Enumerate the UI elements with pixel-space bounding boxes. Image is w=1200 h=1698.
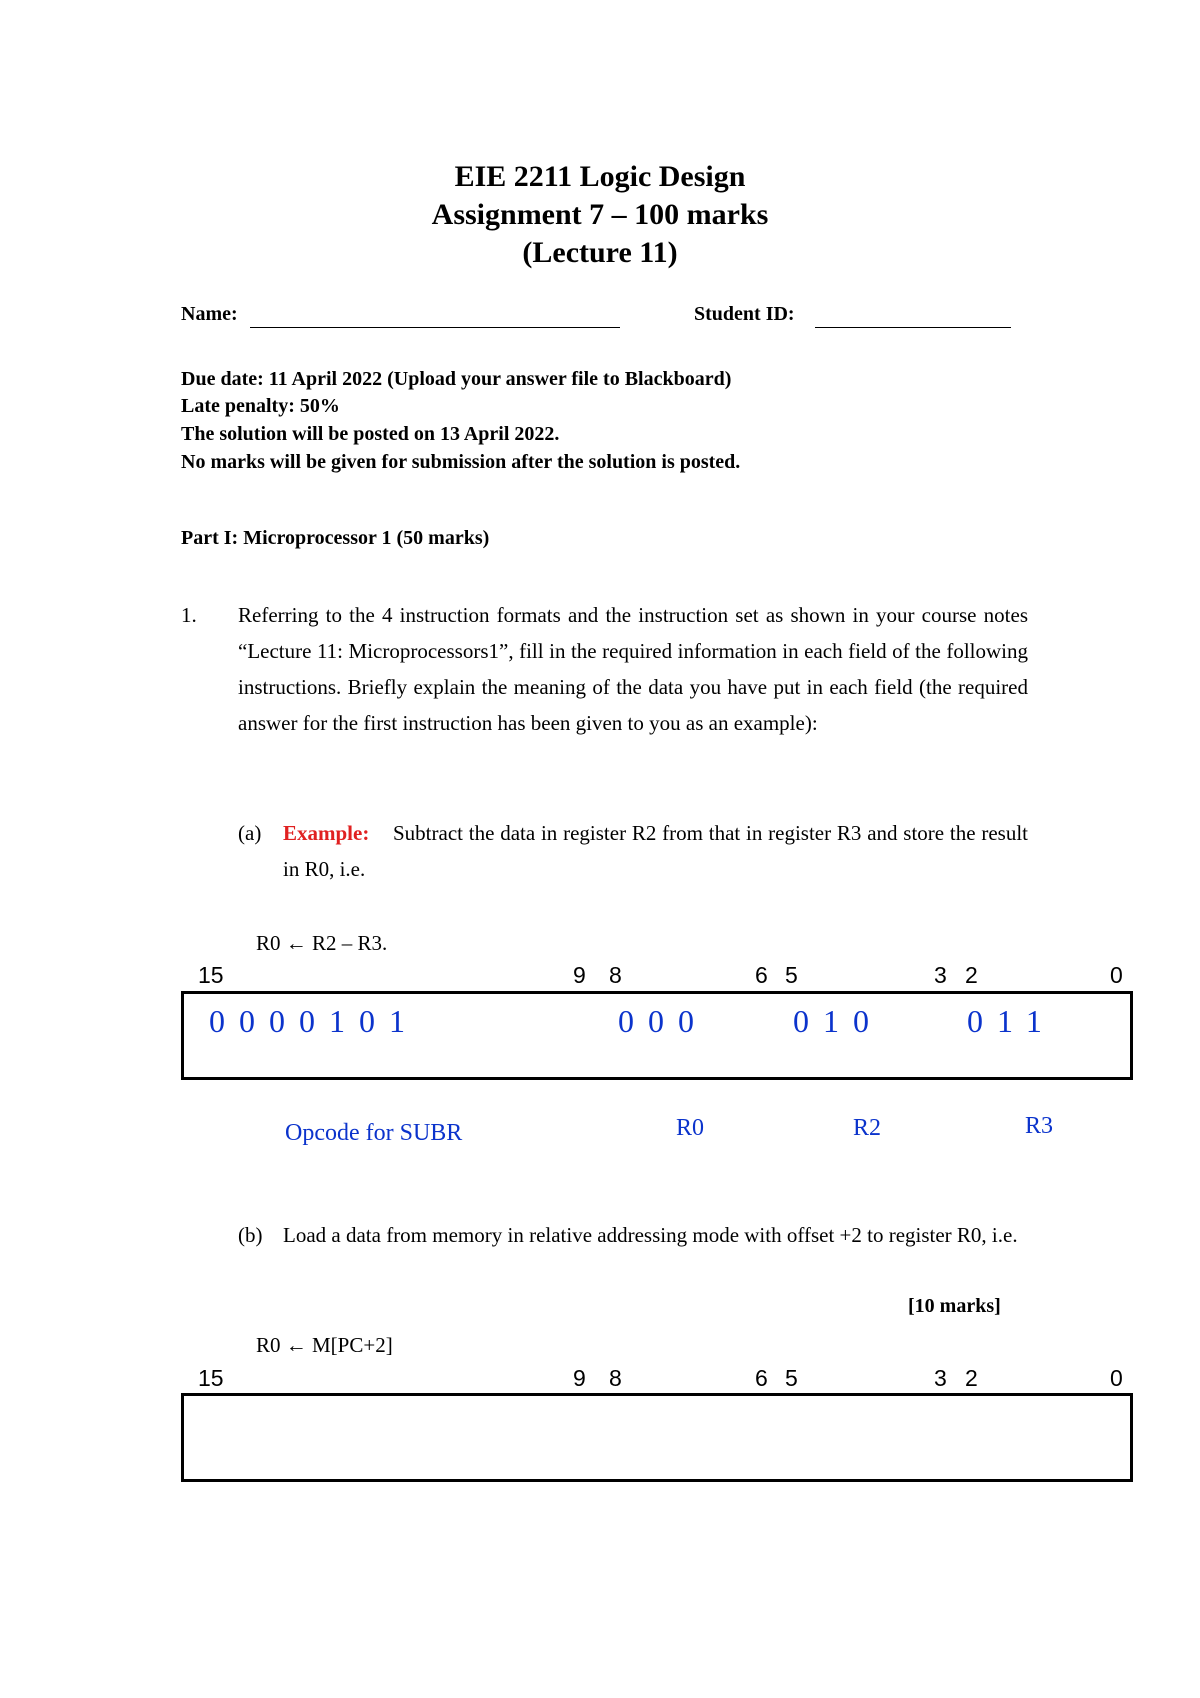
qa-bit-0: 0: [1110, 962, 1123, 988]
qb-label: (b): [238, 1223, 263, 1247]
lecture-title: (Lecture 11): [522, 236, 678, 269]
qb-bit-3: 3: [934, 1365, 947, 1391]
qb-bit-6: 6: [755, 1365, 768, 1391]
qb-equation: R0 ← M[PC+2]: [256, 1333, 393, 1357]
late-penalty: Late penalty: 50%: [181, 395, 340, 417]
qb-bit-9: 9: [573, 1365, 586, 1391]
student-id-label: Student ID:: [694, 303, 795, 325]
qa-bit-15: 15: [198, 962, 224, 988]
qb-bit-0: 0: [1110, 1365, 1123, 1391]
qa-example-label: Example:: [283, 821, 370, 845]
qa-srcB-bits: 011: [967, 1003, 1056, 1039]
due-date: Due date: 11 April 2022 (Upload your answer file to Blackboard): [181, 368, 732, 390]
qa-bit-5: 5: [785, 962, 798, 988]
no-marks-notice: No marks will be given for submission after the solution is posted.: [181, 451, 741, 473]
qa-opcode-bits: 0000101: [209, 1003, 419, 1039]
qb-bit-15: 15: [198, 1365, 224, 1391]
assignment-title: Assignment 7 – 100 marks: [431, 198, 769, 231]
qa-dest-label: R0: [676, 1115, 705, 1141]
qb-text: Load a data from memory in relative addressing mode with offset +2 to register R0, i.e.: [283, 1223, 1018, 1247]
qa-bit-2: 2: [965, 962, 978, 988]
name-field-line[interactable]: [250, 327, 620, 328]
qa-dest-bits: 000: [618, 1003, 708, 1039]
qa-srcA-bits: 010: [793, 1003, 883, 1039]
qa-srcA-label: R2: [853, 1115, 882, 1141]
q1-text: Referring to the 4 instruction formats and the instruction set as shown in your course notes “Lecture 11: Microprocessors1”, fill in the required information in each field of the following instructions. Briefly explain the meaning of the data you have put in each field (the required answer for the first instruction has been given to you as an example):: [238, 603, 1028, 735]
qb-marks: [10 marks]: [908, 1295, 1001, 1317]
qa-bit-9: 9: [573, 962, 586, 988]
student-id-field-line[interactable]: [815, 327, 1011, 328]
qa-opcode-label: Opcode for SUBR: [285, 1120, 463, 1146]
qa-bit-8: 8: [609, 962, 622, 988]
part1-heading: Part I: Microprocessor 1 (50 marks): [181, 527, 490, 549]
qa-label: (a): [238, 821, 262, 845]
name-label: Name:: [181, 303, 238, 325]
qb-instruction-register[interactable]: [181, 1393, 1133, 1482]
qb-bit-2: 2: [965, 1365, 978, 1391]
qb-bit-5: 5: [785, 1365, 798, 1391]
qa-text: Subtract the data in register R2 from that in register R3 and store the result in R0, i.e.: [283, 821, 1028, 881]
qa-bit-3: 3: [934, 962, 947, 988]
qa-bit-6: 6: [755, 962, 768, 988]
qa-srcB-label: R3: [1025, 1113, 1054, 1139]
document-title: EIE 2211 Logic Design: [454, 160, 746, 193]
q1-number: 1.: [181, 603, 197, 627]
qa-equation: R0 ← R2 – R3.: [256, 931, 388, 955]
qb-bit-8: 8: [609, 1365, 622, 1391]
solution-date: The solution will be posted on 13 April 2022.: [181, 423, 560, 445]
